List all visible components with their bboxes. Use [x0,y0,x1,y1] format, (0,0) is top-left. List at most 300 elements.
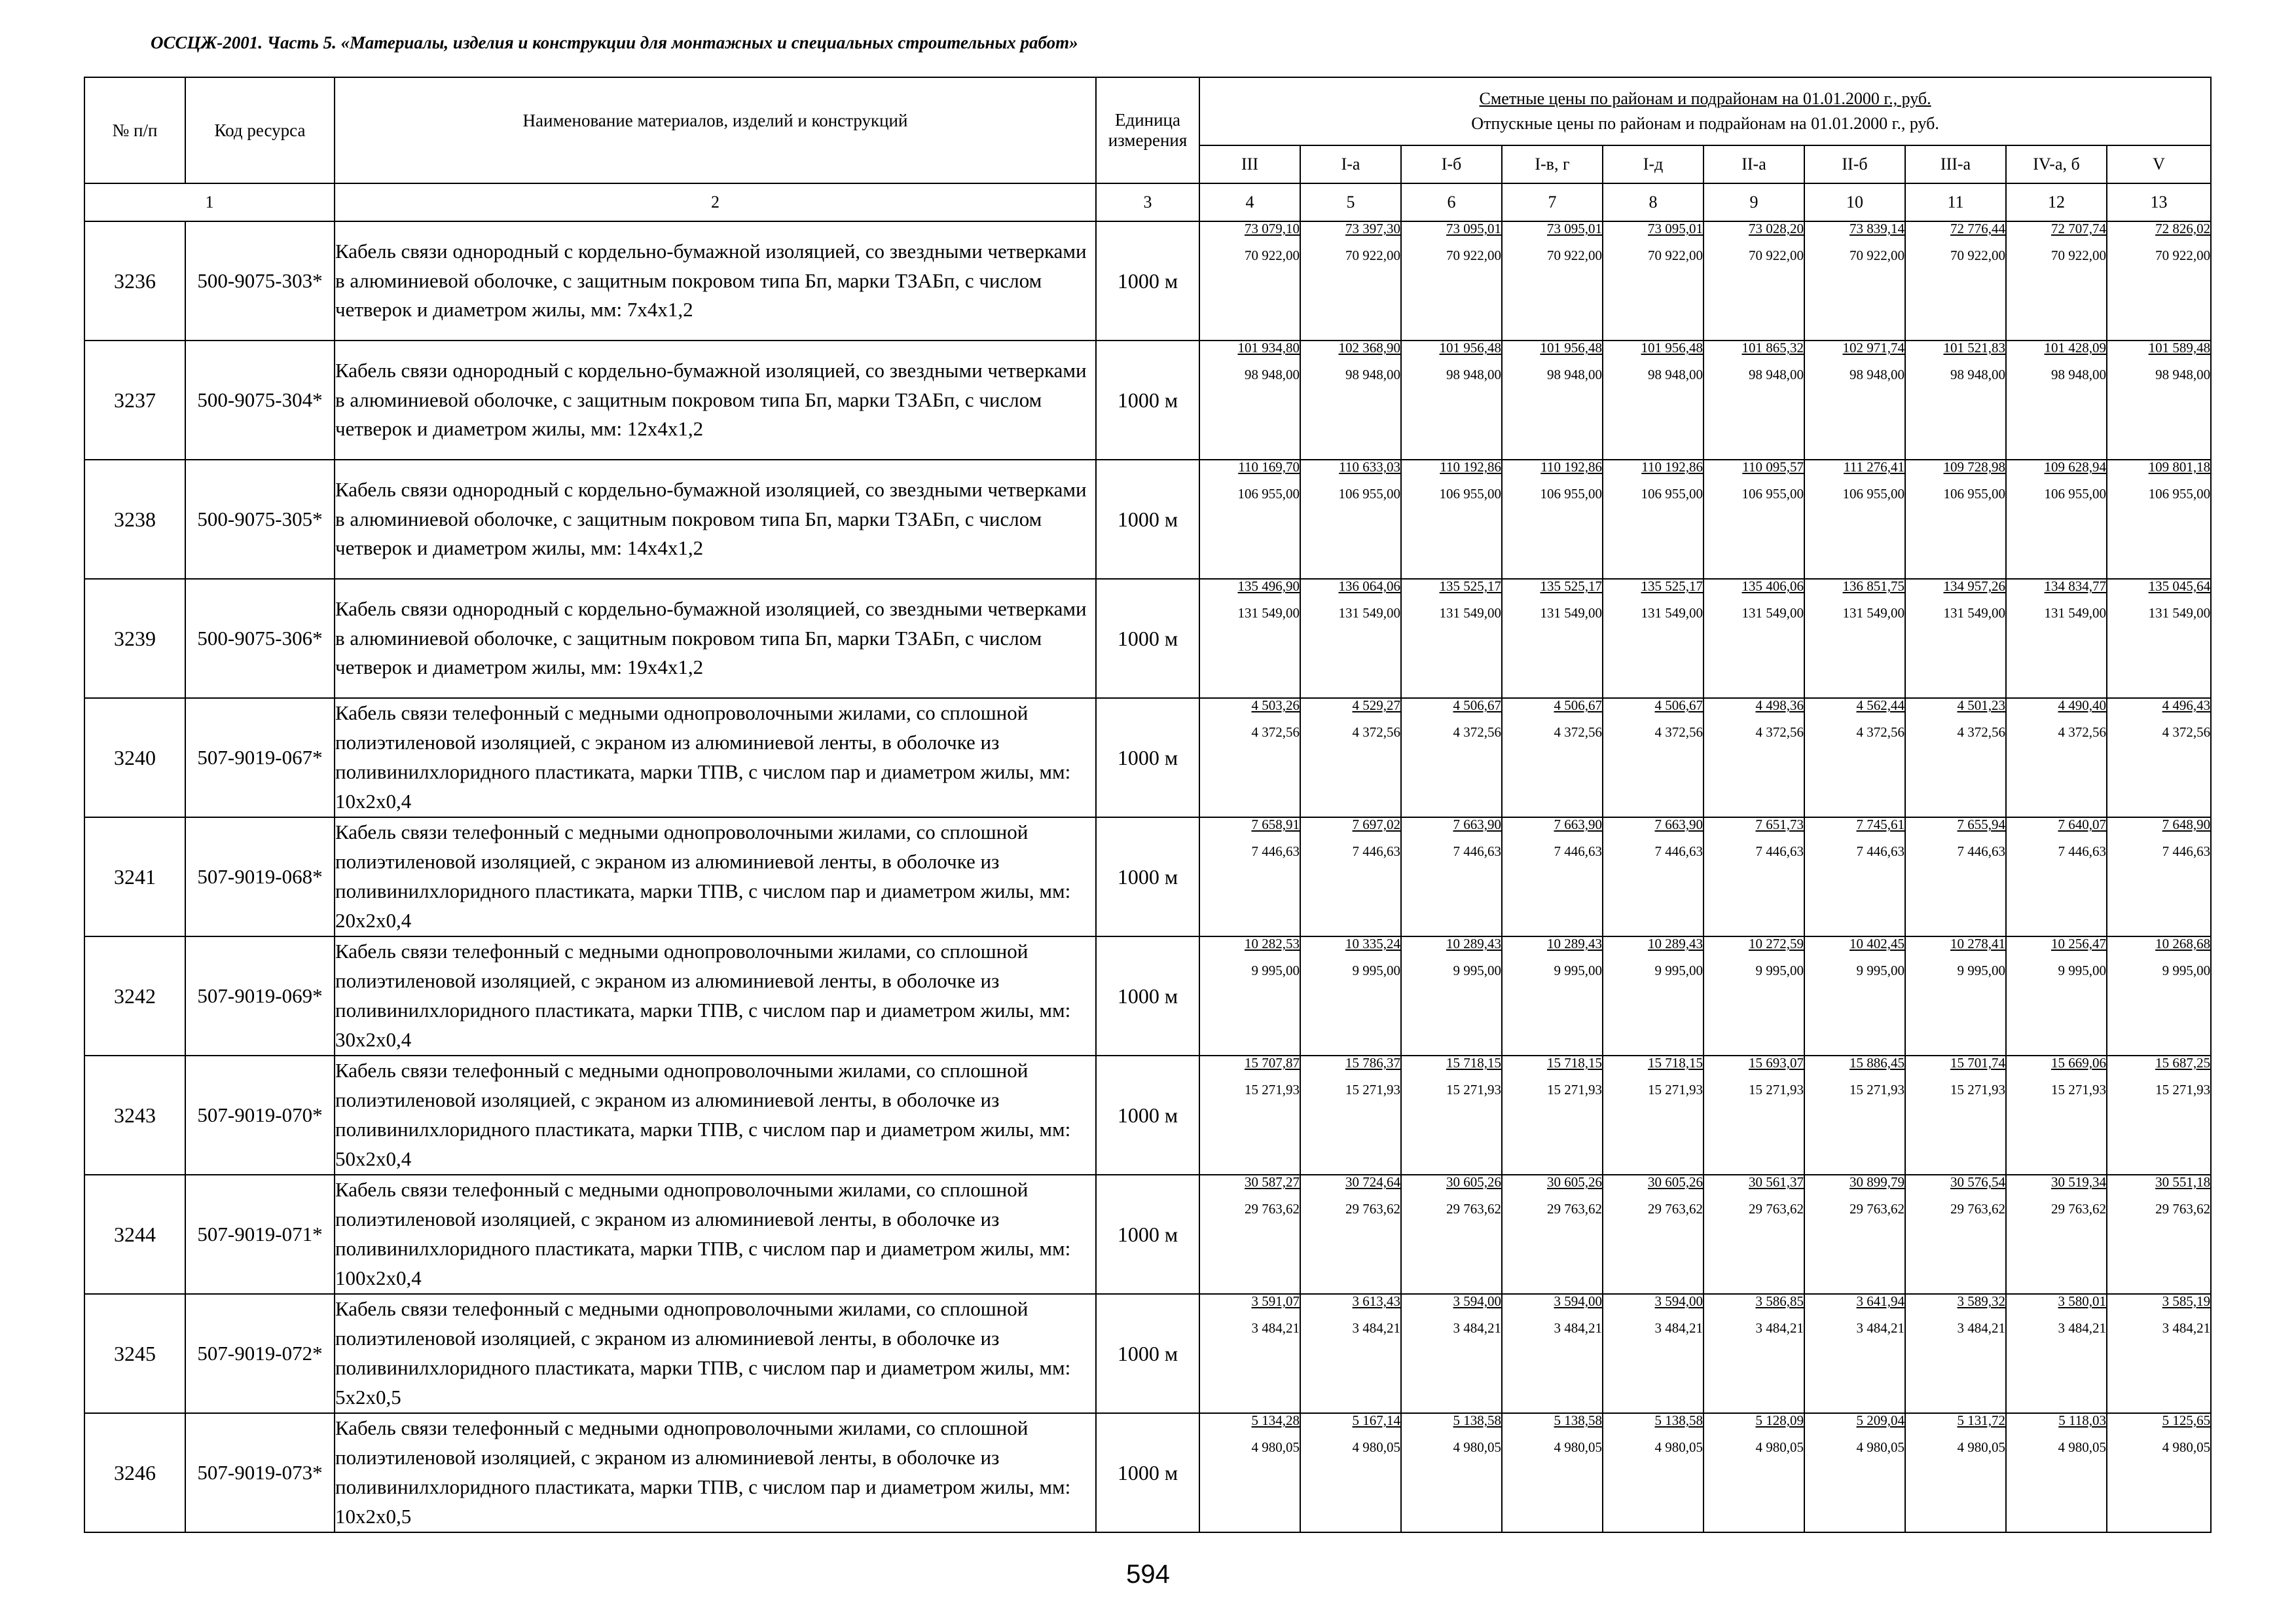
release-price: 131 549,00 [1641,605,1703,621]
release-price: 4 980,05 [1554,1439,1602,1455]
table-row [84,1413,2211,1532]
price-cell [1199,1413,1300,1532]
price-cell [1704,936,1804,1056]
estimate-price: 73 095,01 [1547,221,1602,236]
estimate-price: 4 529,27 [1352,697,1400,713]
price-cell [1804,341,1905,460]
price-cell [1300,460,1401,579]
row-number: 3245 [84,1294,185,1413]
table-body [84,221,2211,1532]
estimate-price: 3 586,85 [1755,1293,1804,1309]
estimate-price: 134 834,77 [2044,578,2106,594]
release-price: 29 763,62 [1446,1201,1501,1217]
price-cell [2107,1294,2211,1413]
price-cell [1401,1413,1502,1532]
price-cell [1804,1056,1905,1175]
price-cell [1502,1056,1603,1175]
price-cell [2107,460,2211,579]
estimate-price: 4 498,36 [1755,697,1804,713]
release-price: 9 995,00 [2058,963,2106,978]
material-name: Кабель связи однородный с кордельно-бумажной изоляцией, со звездными четверками в алюминиевой оболочке, с защитным покровом типа Бп, марки ТЗАБп, с числом четверок и диаметром жилы, мм: 19х4х1,2 [335,579,1096,698]
estimate-price: 30 605,26 [1547,1174,1602,1190]
material-name: Кабель связи телефонный с медными однопроволочными жилами, со сплошной полиэтиленовой изоляцией, с экраном из алюминиевой ленты, в оболочке из поливинилхлоридного пластиката, марки ТПВ, с числом пар и диаметром жилы, мм: 20х2х0,4 [335,817,1096,936]
release-price: 4 980,05 [2058,1439,2106,1455]
price-cell [1603,1175,1704,1294]
resource-code: 507-9019-071* [185,1175,335,1294]
header-column-number: 6 [1401,183,1502,221]
running-head: ОССЦЖ-2001. Часть 5. «Материалы, изделия и конструкции для монтажных и специальных строительных работ» [151,33,1078,52]
estimate-price: 101 934,80 [1237,340,1300,356]
release-price: 15 271,93 [1950,1082,2005,1098]
price-cell [1300,221,1401,341]
price-cell [1401,579,1502,698]
release-price: 98 948,00 [1648,367,1703,382]
release-price: 106 955,00 [1842,486,1904,502]
release-price: 4 372,56 [1856,724,1904,740]
release-price: 9 995,00 [1654,963,1703,978]
material-name: Кабель связи телефонный с медными однопроволочными жилами, со сплошной полиэтиленовой изоляцией, с экраном из алюминиевой ленты, в оболочке из поливинилхлоридного пластиката, марки ТПВ, с числом пар и диаметром жилы, мм: 50х2х0,4 [335,1056,1096,1175]
estimate-price: 30 561,37 [1749,1174,1804,1190]
release-price: 9 995,00 [1856,963,1904,978]
table-row [84,1294,2211,1413]
price-cell [1905,698,2006,817]
estimate-price: 10 402,45 [1850,936,1904,951]
resource-code: 500-9075-304* [185,341,335,460]
price-cell [1199,579,1300,698]
release-price: 3 484,21 [1654,1320,1703,1336]
estimate-price: 73 028,20 [1749,221,1804,236]
estimate-price: 7 648,90 [2162,817,2211,832]
table-row [84,460,2211,579]
estimate-price: 5 118,03 [2058,1412,2106,1428]
estimate-price: 135 406,06 [1741,578,1804,594]
release-price: 98 948,00 [1547,367,1602,382]
estimate-price: 4 506,67 [1554,697,1602,713]
resource-code: 500-9075-305* [185,460,335,579]
estimate-price: 30 576,54 [1950,1174,2005,1190]
measure-unit: 1000 м [1096,1413,1199,1532]
table-row [84,1056,2211,1175]
price-cell [1401,817,1502,936]
estimate-price: 30 587,27 [1245,1174,1300,1190]
header-column-number: 13 [2107,183,2211,221]
release-price: 9 995,00 [1554,963,1602,978]
release-price: 15 271,93 [2155,1082,2211,1098]
resource-code: 500-9075-303* [185,221,335,341]
estimate-price: 102 971,74 [1842,340,1904,356]
header-column-number: 9 [1704,183,1804,221]
estimate-price: 3 585,19 [2162,1293,2211,1309]
row-number: 3236 [84,221,185,341]
estimate-price: 5 131,72 [1957,1412,2005,1428]
estimate-price: 30 519,34 [2051,1174,2106,1190]
measure-unit: 1000 м [1096,1056,1199,1175]
header-column-number: 10 [1804,183,1905,221]
price-cell [2107,1413,2211,1532]
material-name: Кабель связи телефонный с медными однопроволочными жилами, со сплошной полиэтиленовой изоляцией, с экраном из алюминиевой ленты, в оболочке из поливинилхлоридного пластиката, марки ТПВ, с числом пар и диаметром жилы, мм: 10х2х0,5 [335,1413,1096,1532]
price-cell [1905,1294,2006,1413]
estimate-price: 134 957,26 [1943,578,2005,594]
release-price: 4 980,05 [1957,1439,2005,1455]
price-cell [1502,460,1603,579]
release-price: 106 955,00 [2148,486,2211,502]
estimate-price: 72 707,74 [2051,221,2106,236]
resource-code: 507-9019-067* [185,698,335,817]
price-cell [1905,1175,2006,1294]
header-region: III-а [1905,145,2006,183]
release-price: 4 372,56 [1554,724,1602,740]
header-column-number: 7 [1502,183,1603,221]
estimate-price: 10 289,43 [1648,936,1703,951]
estimate-price: 135 045,64 [2148,578,2211,594]
price-cell [1401,936,1502,1056]
release-price: 106 955,00 [1943,486,2005,502]
row-number: 3238 [84,460,185,579]
measure-unit: 1000 м [1096,936,1199,1056]
estimate-price: 4 496,43 [2162,697,2211,713]
estimate-price: 5 167,14 [1352,1412,1400,1428]
price-cell [1199,1175,1300,1294]
header-name: Наименование материалов, изделий и конструкций [335,77,1096,183]
price-cell [1502,936,1603,1056]
price-cell [2107,1175,2211,1294]
release-price: 3 484,21 [1554,1320,1602,1336]
price-cell [1199,341,1300,460]
estimate-price: 3 641,94 [1856,1293,1904,1309]
release-price: 7 446,63 [1856,843,1904,859]
release-price: 3 484,21 [2058,1320,2106,1336]
table-header [84,77,2211,221]
release-price: 98 948,00 [1850,367,1904,382]
measure-unit: 1000 м [1096,460,1199,579]
release-price: 4 372,56 [1352,724,1400,740]
price-cell [1300,579,1401,698]
estimate-price: 7 697,02 [1352,817,1400,832]
header-column-number: 3 [1096,183,1199,221]
table-row [84,1175,2211,1294]
price-cell [1603,460,1704,579]
release-price: 131 549,00 [1741,605,1804,621]
estimate-price: 4 503,26 [1251,697,1300,713]
price-cell [1804,1413,1905,1532]
release-price: 106 955,00 [1641,486,1703,502]
price-cell [1502,579,1603,698]
header-num: № п/п [84,77,185,183]
estimate-price: 10 335,24 [1345,936,1400,951]
release-price: 3 484,21 [1957,1320,2005,1336]
header-unit: Единица измерения [1096,77,1199,183]
estimate-price: 3 613,43 [1352,1293,1400,1309]
release-price: 131 549,00 [1943,605,2005,621]
header-region: I-б [1401,145,1502,183]
header-column-number: 5 [1300,183,1401,221]
price-cell [1502,698,1603,817]
estimate-price: 111 276,41 [1844,459,1904,475]
header-region: I-д [1603,145,1704,183]
release-price: 131 549,00 [1439,605,1501,621]
release-price: 70 922,00 [1446,248,1501,263]
release-price: 29 763,62 [2155,1201,2211,1217]
price-cell [1905,936,2006,1056]
price-cell [1603,1294,1704,1413]
estimate-price: 15 701,74 [1950,1055,2005,1071]
price-cell [1603,341,1704,460]
price-cell [2107,579,2211,698]
measure-unit: 1000 м [1096,221,1199,341]
release-price: 98 948,00 [1345,367,1400,382]
price-cell [2006,1413,2107,1532]
price-cell [1704,1175,1804,1294]
release-price: 131 549,00 [2148,605,2211,621]
material-name: Кабель связи телефонный с медными однопроволочными жилами, со сплошной полиэтиленовой изоляцией, с экраном из алюминиевой ленты, в оболочке из поливинилхлоридного пластиката, марки ТПВ, с числом пар и диаметром жилы, мм: 100х2х0,4 [335,1175,1096,1294]
row-number: 3246 [84,1413,185,1532]
release-price: 106 955,00 [2044,486,2106,502]
resource-code: 507-9019-070* [185,1056,335,1175]
release-price: 106 955,00 [1237,486,1300,502]
price-cell [1199,817,1300,936]
price-cell [1199,1294,1300,1413]
row-number: 3237 [84,341,185,460]
estimate-price: 5 128,09 [1755,1412,1804,1428]
estimate-price: 73 095,01 [1648,221,1703,236]
release-price: 15 271,93 [1749,1082,1804,1098]
price-cell [1905,579,2006,698]
release-price: 70 922,00 [1950,248,2005,263]
price-cell [1603,1413,1704,1532]
estimate-price: 72 826,02 [2155,221,2211,236]
price-cell [1704,341,1804,460]
price-cell [1804,460,1905,579]
estimate-price: 101 956,48 [1641,340,1703,356]
resource-code: 500-9075-306* [185,579,335,698]
estimate-price: 7 655,94 [1957,817,2005,832]
price-cell [1704,817,1804,936]
estimate-price: 5 138,58 [1453,1412,1501,1428]
estimate-price: 7 640,07 [2058,817,2106,832]
price-cell [1905,1056,2006,1175]
release-price: 9 995,00 [1453,963,1501,978]
estimate-price: 109 628,94 [2044,459,2106,475]
estimate-price: 110 192,86 [1540,459,1602,475]
estimate-price: 15 669,06 [2051,1055,2106,1071]
price-cell [2006,579,2107,698]
estimate-price: 30 724,64 [1345,1174,1400,1190]
estimate-price: 15 718,15 [1547,1055,1602,1071]
estimate-price: 7 745,61 [1856,817,1904,832]
row-number: 3241 [84,817,185,936]
estimate-price: 109 728,98 [1943,459,2005,475]
estimate-price: 4 506,67 [1453,697,1501,713]
release-price: 9 995,00 [1251,963,1300,978]
header-column-number: 8 [1603,183,1704,221]
estimate-price: 30 605,26 [1446,1174,1501,1190]
release-price: 15 271,93 [1446,1082,1501,1098]
row-number: 3239 [84,579,185,698]
price-cell [1199,936,1300,1056]
measure-unit: 1000 м [1096,698,1199,817]
estimate-price: 7 651,73 [1755,817,1804,832]
estimate-price: 4 562,44 [1856,697,1904,713]
price-cell [1401,221,1502,341]
release-price: 29 763,62 [1850,1201,1904,1217]
price-cell [1804,221,1905,341]
release-price: 131 549,00 [1842,605,1904,621]
material-name: Кабель связи однородный с кордельно-бумажной изоляцией, со звездными четверками в алюминиевой оболочке, с защитным покровом типа Бп, марки ТЗАБп, с числом четверок и диаметром жилы, мм: 12х4х1,2 [335,341,1096,460]
release-price: 106 955,00 [1741,486,1804,502]
estimate-price: 135 525,17 [1641,578,1703,594]
release-price: 3 484,21 [1453,1320,1501,1336]
header-region: IV-а, б [2006,145,2107,183]
price-cell [1199,460,1300,579]
estimate-price: 15 707,87 [1245,1055,1300,1071]
price-cell [1502,221,1603,341]
release-price: 98 948,00 [1950,367,2005,382]
price-cell [1704,1056,1804,1175]
price-cell [2006,1294,2107,1413]
header-region: II-а [1704,145,1804,183]
release-price: 98 948,00 [1245,367,1300,382]
estimate-price: 10 272,59 [1749,936,1804,951]
price-cell [1603,817,1704,936]
price-cell [2006,698,2107,817]
price-cell [2107,698,2211,817]
release-price: 131 549,00 [1237,605,1300,621]
estimate-price: 110 192,86 [1641,459,1703,475]
release-price: 70 922,00 [1547,248,1602,263]
row-number: 3243 [84,1056,185,1175]
price-cell [1401,698,1502,817]
release-price: 98 948,00 [1446,367,1501,382]
measure-unit: 1000 м [1096,579,1199,698]
measure-unit: 1000 м [1096,341,1199,460]
release-price: 4 372,56 [1755,724,1804,740]
price-cell [1603,936,1704,1056]
estimate-price: 3 591,07 [1251,1293,1300,1309]
price-cell [2006,1056,2107,1175]
estimate-price: 110 169,70 [1238,459,1300,475]
estimate-price: 136 851,75 [1842,578,1904,594]
price-cell [1905,221,2006,341]
release-price: 4 372,56 [2162,724,2211,740]
release-price: 4 980,05 [1352,1439,1400,1455]
header-code: Код ресурса [185,77,335,183]
release-price: 4 980,05 [1453,1439,1501,1455]
price-cell [1502,1175,1603,1294]
release-price: 15 271,93 [2051,1082,2106,1098]
price-cell [2006,221,2107,341]
measure-unit: 1000 м [1096,1175,1199,1294]
release-price: 29 763,62 [1648,1201,1703,1217]
estimate-price: 7 658,91 [1251,817,1300,832]
price-cell [2107,817,2211,936]
material-name: Кабель связи телефонный с медными однопроволочными жилами, со сплошной полиэтиленовой изоляцией, с экраном из алюминиевой ленты, в оболочке из поливинилхлоридного пластиката, марки ТПВ, с числом пар и диаметром жилы, мм: 10х2х0,4 [335,698,1096,817]
estimate-price: 72 776,44 [1950,221,2005,236]
header-prices-release: Отпускные цены по районам и подрайонам на 01.01.2000 г., руб. [1471,114,1939,133]
price-cell [1401,460,1502,579]
price-cell [1905,341,2006,460]
material-name: Кабель связи телефонный с медными однопроволочными жилами, со сплошной полиэтиленовой изоляцией, с экраном из алюминиевой ленты, в оболочке из поливинилхлоридного пластиката, марки ТПВ, с числом пар и диаметром жилы, мм: 5х2х0,5 [335,1294,1096,1413]
price-cell [1905,460,2006,579]
page-number: 594 [1126,1560,1170,1589]
release-price: 3 484,21 [1755,1320,1804,1336]
estimate-price: 15 687,25 [2155,1055,2211,1071]
release-price: 29 763,62 [2051,1201,2106,1217]
price-cell [1804,698,1905,817]
estimate-price: 7 663,90 [1453,817,1501,832]
row-number: 3240 [84,698,185,817]
header-column-numbers [84,183,2211,221]
estimate-price: 10 278,41 [1950,936,2005,951]
release-price: 70 922,00 [1749,248,1804,263]
row-number: 3242 [84,936,185,1056]
price-cell [1804,817,1905,936]
estimate-price: 15 693,07 [1749,1055,1804,1071]
price-cell [1704,698,1804,817]
estimate-price: 15 786,37 [1345,1055,1400,1071]
release-price: 4 980,05 [1755,1439,1804,1455]
resource-code: 507-9019-068* [185,817,335,936]
price-cell [1199,1056,1300,1175]
estimate-price: 101 865,32 [1741,340,1804,356]
release-price: 98 948,00 [2155,367,2211,382]
release-price: 9 995,00 [2162,963,2211,978]
header-prices-estimate: Сметные цены по районам и подрайонам на 01.01.2000 г., руб. [1479,89,1931,109]
estimate-price: 10 289,43 [1547,936,1602,951]
release-price: 3 484,21 [2162,1320,2211,1336]
price-cell [1300,1056,1401,1175]
price-cell [2006,460,2107,579]
estimate-price: 10 256,47 [2051,936,2106,951]
row-number: 3244 [84,1175,185,1294]
estimate-price: 30 899,79 [1850,1174,1904,1190]
price-cell [1199,698,1300,817]
release-price: 15 271,93 [1648,1082,1703,1098]
header-column-number: 11 [1905,183,2006,221]
material-name: Кабель связи телефонный с медными однопроволочными жилами, со сплошной полиэтиленовой изоляцией, с экраном из алюминиевой ленты, в оболочке из поливинилхлоридного пластиката, марки ТПВ, с числом пар и диаметром жилы, мм: 30х2х0,4 [335,936,1096,1056]
measure-unit: 1000 м [1096,1294,1199,1413]
resource-code: 507-9019-073* [185,1413,335,1532]
release-price: 4 372,56 [1251,724,1300,740]
estimate-price: 5 134,28 [1251,1412,1300,1428]
estimate-price: 3 580,01 [2058,1293,2106,1309]
price-cell [1300,1175,1401,1294]
estimate-price: 5 138,58 [1554,1412,1602,1428]
estimate-price: 73 079,10 [1245,221,1300,236]
release-price: 9 995,00 [1957,963,2005,978]
header-region: V [2107,145,2211,183]
release-price: 4 372,56 [1453,724,1501,740]
resource-code: 507-9019-069* [185,936,335,1056]
estimate-price: 30 605,26 [1648,1174,1703,1190]
release-price: 131 549,00 [2044,605,2106,621]
price-cell [2107,936,2211,1056]
price-cell [1905,817,2006,936]
price-cell [1603,698,1704,817]
estimate-price: 3 589,32 [1957,1293,2005,1309]
release-price: 7 446,63 [1654,843,1703,859]
estimate-price: 136 064,06 [1338,578,1400,594]
release-price: 7 446,63 [1957,843,2005,859]
release-price: 7 446,63 [2162,843,2211,859]
estimate-price: 135 525,17 [1439,578,1501,594]
price-cell [1603,579,1704,698]
release-price: 29 763,62 [1345,1201,1400,1217]
estimate-price: 3 594,00 [1554,1293,1602,1309]
release-price: 15 271,93 [1245,1082,1300,1098]
release-price: 7 446,63 [1352,843,1400,859]
release-price: 15 271,93 [1850,1082,1904,1098]
price-cell [1401,341,1502,460]
